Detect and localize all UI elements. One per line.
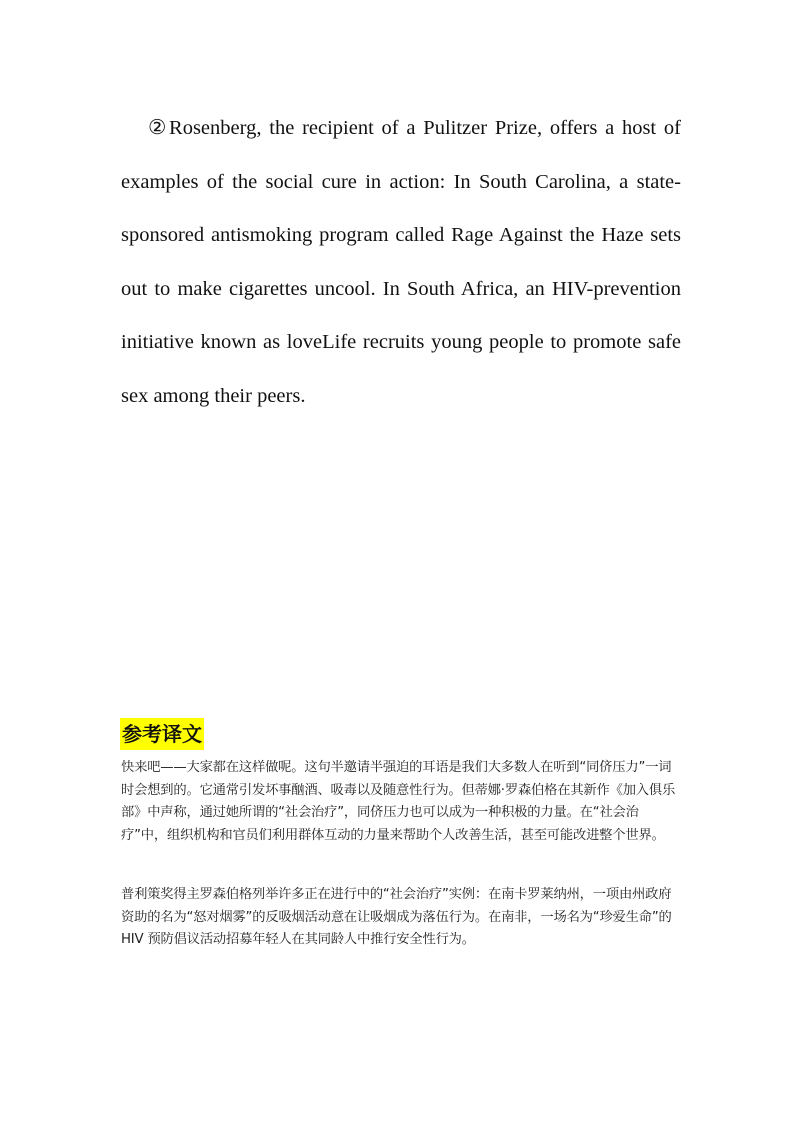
english-passage-paragraph: ②Rosenberg, the recipient of a Pulitzer Prize, offers a host of examples of the social cure in action: In South Carolina, a state-sponsored antismoking program called Rage Against the Haze sets out to make cigarettes uncool. In South Africa, an HIV-prevention initiative known as loveLife recruits young people to promote safe sex among their peers. (121, 117, 681, 407)
translation-paragraph-2: 普利策奖得主罗森伯格列举许多正在进行中的“社会治疗”实例：在南卡罗莱纳州，一项由州政府资助的名为“怒对烟雾”的反吸烟活动意在让吸烟成为落伍行为。在南非，一场名为“珍爱生命”的 HIV 预防倡议活动招募年轻人在其同龄人中推行安全性行为。 (121, 887, 672, 947)
translation-paragraph-1: 快来吧——大家都在这样做呢。这句半邀请半强迫的耳语是我们大多数人在听到“同侪压力”一词时会想到的。它通常引发坏事酗酒、吸毒以及随意性行为。但蒂娜·罗森伯格在其新作《加入俱乐部》中声称，通过她所谓的“社会治疗”，同侪压力也可以成为一种积极的力量。在“社会治疗”中，组织机构和官员们利用群体互动的力量来帮助个人改善生活，甚至可能改进整个世界。 (121, 760, 676, 843)
reference-translation-heading: 参考译文 (120, 718, 204, 750)
